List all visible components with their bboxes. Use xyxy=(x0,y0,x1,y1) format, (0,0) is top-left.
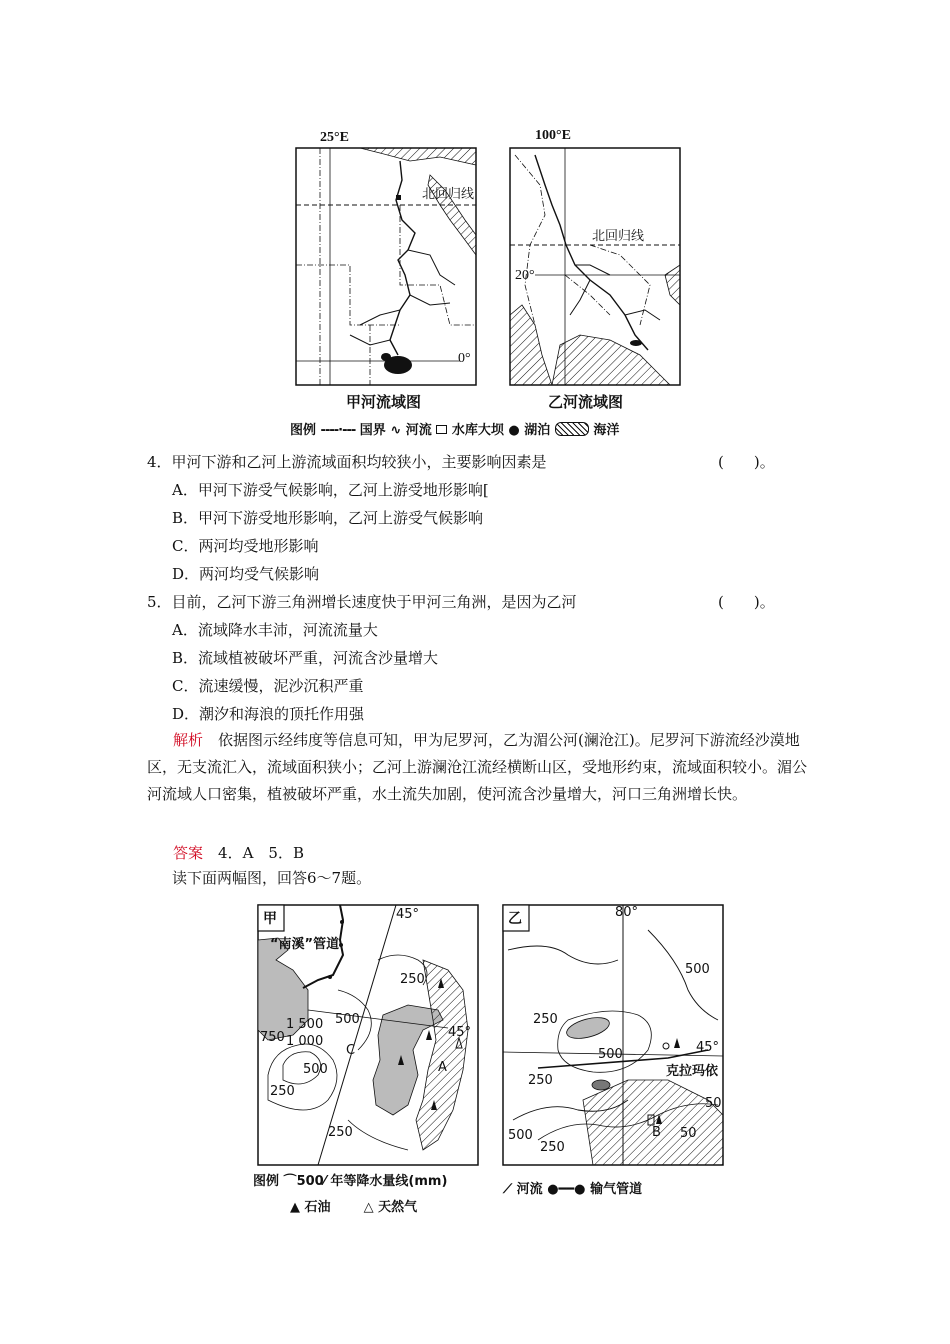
legend2-oil: 石油 xyxy=(304,1200,331,1215)
q4-answer-paren: ( )。 xyxy=(718,453,775,471)
isoline-label-250-f: 250 xyxy=(540,1140,565,1155)
figure-2 xyxy=(248,900,728,1220)
river-legend-icon: ∿ xyxy=(390,423,402,438)
q4-option-d: D．两河均受气候影响 xyxy=(172,565,320,583)
map-b-tropic-label: 北回归线 xyxy=(592,229,645,244)
legend2-isoline-value: 500 xyxy=(296,1174,324,1189)
isoline-label-500-d: 500 xyxy=(598,1047,623,1062)
isoline-label-1000: 1 000 xyxy=(286,1034,324,1049)
isoline-legend-icon: ⌒ xyxy=(283,1174,297,1189)
map-yi-lon-label: 80° xyxy=(615,905,639,920)
figure-1 xyxy=(290,125,690,445)
isoline-label-250-d: 250 xyxy=(533,1012,558,1027)
answer-label: 答案 xyxy=(173,844,204,862)
map-a-tropic-label: 北回归线 xyxy=(422,187,475,202)
pipeline-legend-icon: ●━━● xyxy=(547,1182,586,1197)
map-yi-lat-label: 45° xyxy=(696,1040,720,1055)
legend2-pipeline: 输气管道 xyxy=(590,1182,643,1197)
legend-title: 图例 xyxy=(290,423,317,438)
q5-answer-paren: ( )。 xyxy=(718,593,775,611)
map-a-equator-label: 0° xyxy=(458,351,471,366)
legend-ocean: 海洋 xyxy=(593,423,620,438)
q5-option-b: B．流域植被破坏严重，河流含沙量增大 xyxy=(172,649,439,667)
map-a-caption: 甲河流域图 xyxy=(346,395,422,411)
isoline-label-500-b: 500 xyxy=(303,1062,328,1077)
isoline-label-1500: 1 500 xyxy=(286,1017,324,1032)
map-jia-lat-label: 45° xyxy=(448,1025,472,1040)
ocean-legend-icon xyxy=(555,422,589,436)
dam-legend-icon xyxy=(436,425,447,434)
q4-option-a: A．甲河下游受气候影响，乙河上游受地形影响[ xyxy=(172,481,489,499)
q5-option-d: D．潮汐和海浪的顶托作用强 xyxy=(172,705,365,723)
oil-legend-icon: ▲ xyxy=(290,1200,300,1215)
border-legend-icon: ----·--- xyxy=(320,423,356,438)
map-b-longitude-label: 100°E xyxy=(535,128,571,143)
isoline-label-500-a: 500 xyxy=(335,1012,360,1027)
map-a-longitude-label: 25°E xyxy=(320,130,349,145)
lake-legend-icon: ● xyxy=(508,423,520,438)
isoline-label-50-a: 50 xyxy=(705,1096,722,1111)
answer-line xyxy=(147,840,807,867)
isoline-label-250-a: 250 xyxy=(400,972,425,987)
isoline-label-250-b: 250 xyxy=(270,1084,295,1099)
isoline-label-250-e: 250 xyxy=(528,1073,553,1088)
map-jia-point-a: A xyxy=(438,1060,447,1075)
q4-option-b: B．甲河下游受地形影响，乙河上游受气候影响 xyxy=(172,509,484,527)
legend2-river: 河流 xyxy=(516,1182,543,1197)
figure-2-legend-row1b xyxy=(503,1178,642,1197)
isoline-label-50-b: 50 xyxy=(680,1126,697,1141)
legend2-isoline: 年等降水量线(mm) xyxy=(330,1174,448,1189)
legend2-title: 图例 xyxy=(253,1174,280,1189)
q4-stem: 4．甲河下游和乙河上游流域面积均较狭小，主要影响因素是 xyxy=(147,453,547,471)
q5-stem: 5．目前，乙河下游三角洲增长速度快于甲河三角洲，是因为乙河 xyxy=(147,593,577,611)
figure-2-legend-row2 xyxy=(290,1196,417,1215)
legend-river: 河流 xyxy=(405,423,432,438)
q5-option-a: A．流域降水丰沛，河流流量大 xyxy=(172,621,378,639)
q4-option-c: C．两河均受地形影响 xyxy=(172,537,319,555)
legend-dam: 水库大坝 xyxy=(451,423,504,438)
isoline-label-500-c: 500 xyxy=(685,962,710,977)
q5-option-c: C．流速缓慢，泥沙沉积严重 xyxy=(172,677,364,695)
isoline-label-250-c: 250 xyxy=(328,1125,353,1140)
intro-text: 读下面两幅图，回答6～7题。 xyxy=(172,869,372,887)
analysis-block xyxy=(147,727,807,808)
city-label: 克拉玛依 xyxy=(666,1064,719,1079)
pipeline-label: “南溪”管道 xyxy=(270,937,340,952)
figure-2-legend-row1: 图例 ⌒500⁄ 年等降水量线(mm) xyxy=(253,1174,448,1189)
map-b-caption: 乙河流域图 xyxy=(548,395,624,411)
analysis-text: 依据图示经纬度等信息可知，甲为尼罗河，乙为湄公河(澜沧江)。尼罗河下游流经沙漠地区，无支流汇入，流域面积狭小；乙河上游澜沧江流经横断山区，受地形约束，流域面积较小。湄公河流域人口密集，植被破坏严重，水土流失加剧，使河流含沙量增大，河口三角洲增长快。 xyxy=(147,731,808,803)
map-b-lat-label: 20° xyxy=(515,268,535,283)
legend-lake: 湖泊 xyxy=(524,423,551,438)
isoline-label-750: 750 xyxy=(260,1030,285,1045)
map-yi-tag: 乙 xyxy=(508,912,522,927)
figure-1-legend xyxy=(290,419,690,438)
map-jia-tag: 甲 xyxy=(263,912,277,927)
legend2-gas: 天然气 xyxy=(378,1200,418,1215)
map-yi-point-b: B xyxy=(652,1125,661,1140)
isoline-label-500-e: 500 xyxy=(508,1128,533,1143)
map-jia-point-c: C xyxy=(346,1043,356,1058)
map-jia-lon-label: 45° xyxy=(396,907,420,922)
river2-legend-icon: ⟋ xyxy=(503,1182,513,1197)
gas-legend-icon: △ xyxy=(363,1200,374,1215)
analysis-label: 解析 xyxy=(173,731,204,749)
answer-text: 4．A 5．B xyxy=(218,844,304,862)
legend-border: 国界 xyxy=(359,423,386,438)
